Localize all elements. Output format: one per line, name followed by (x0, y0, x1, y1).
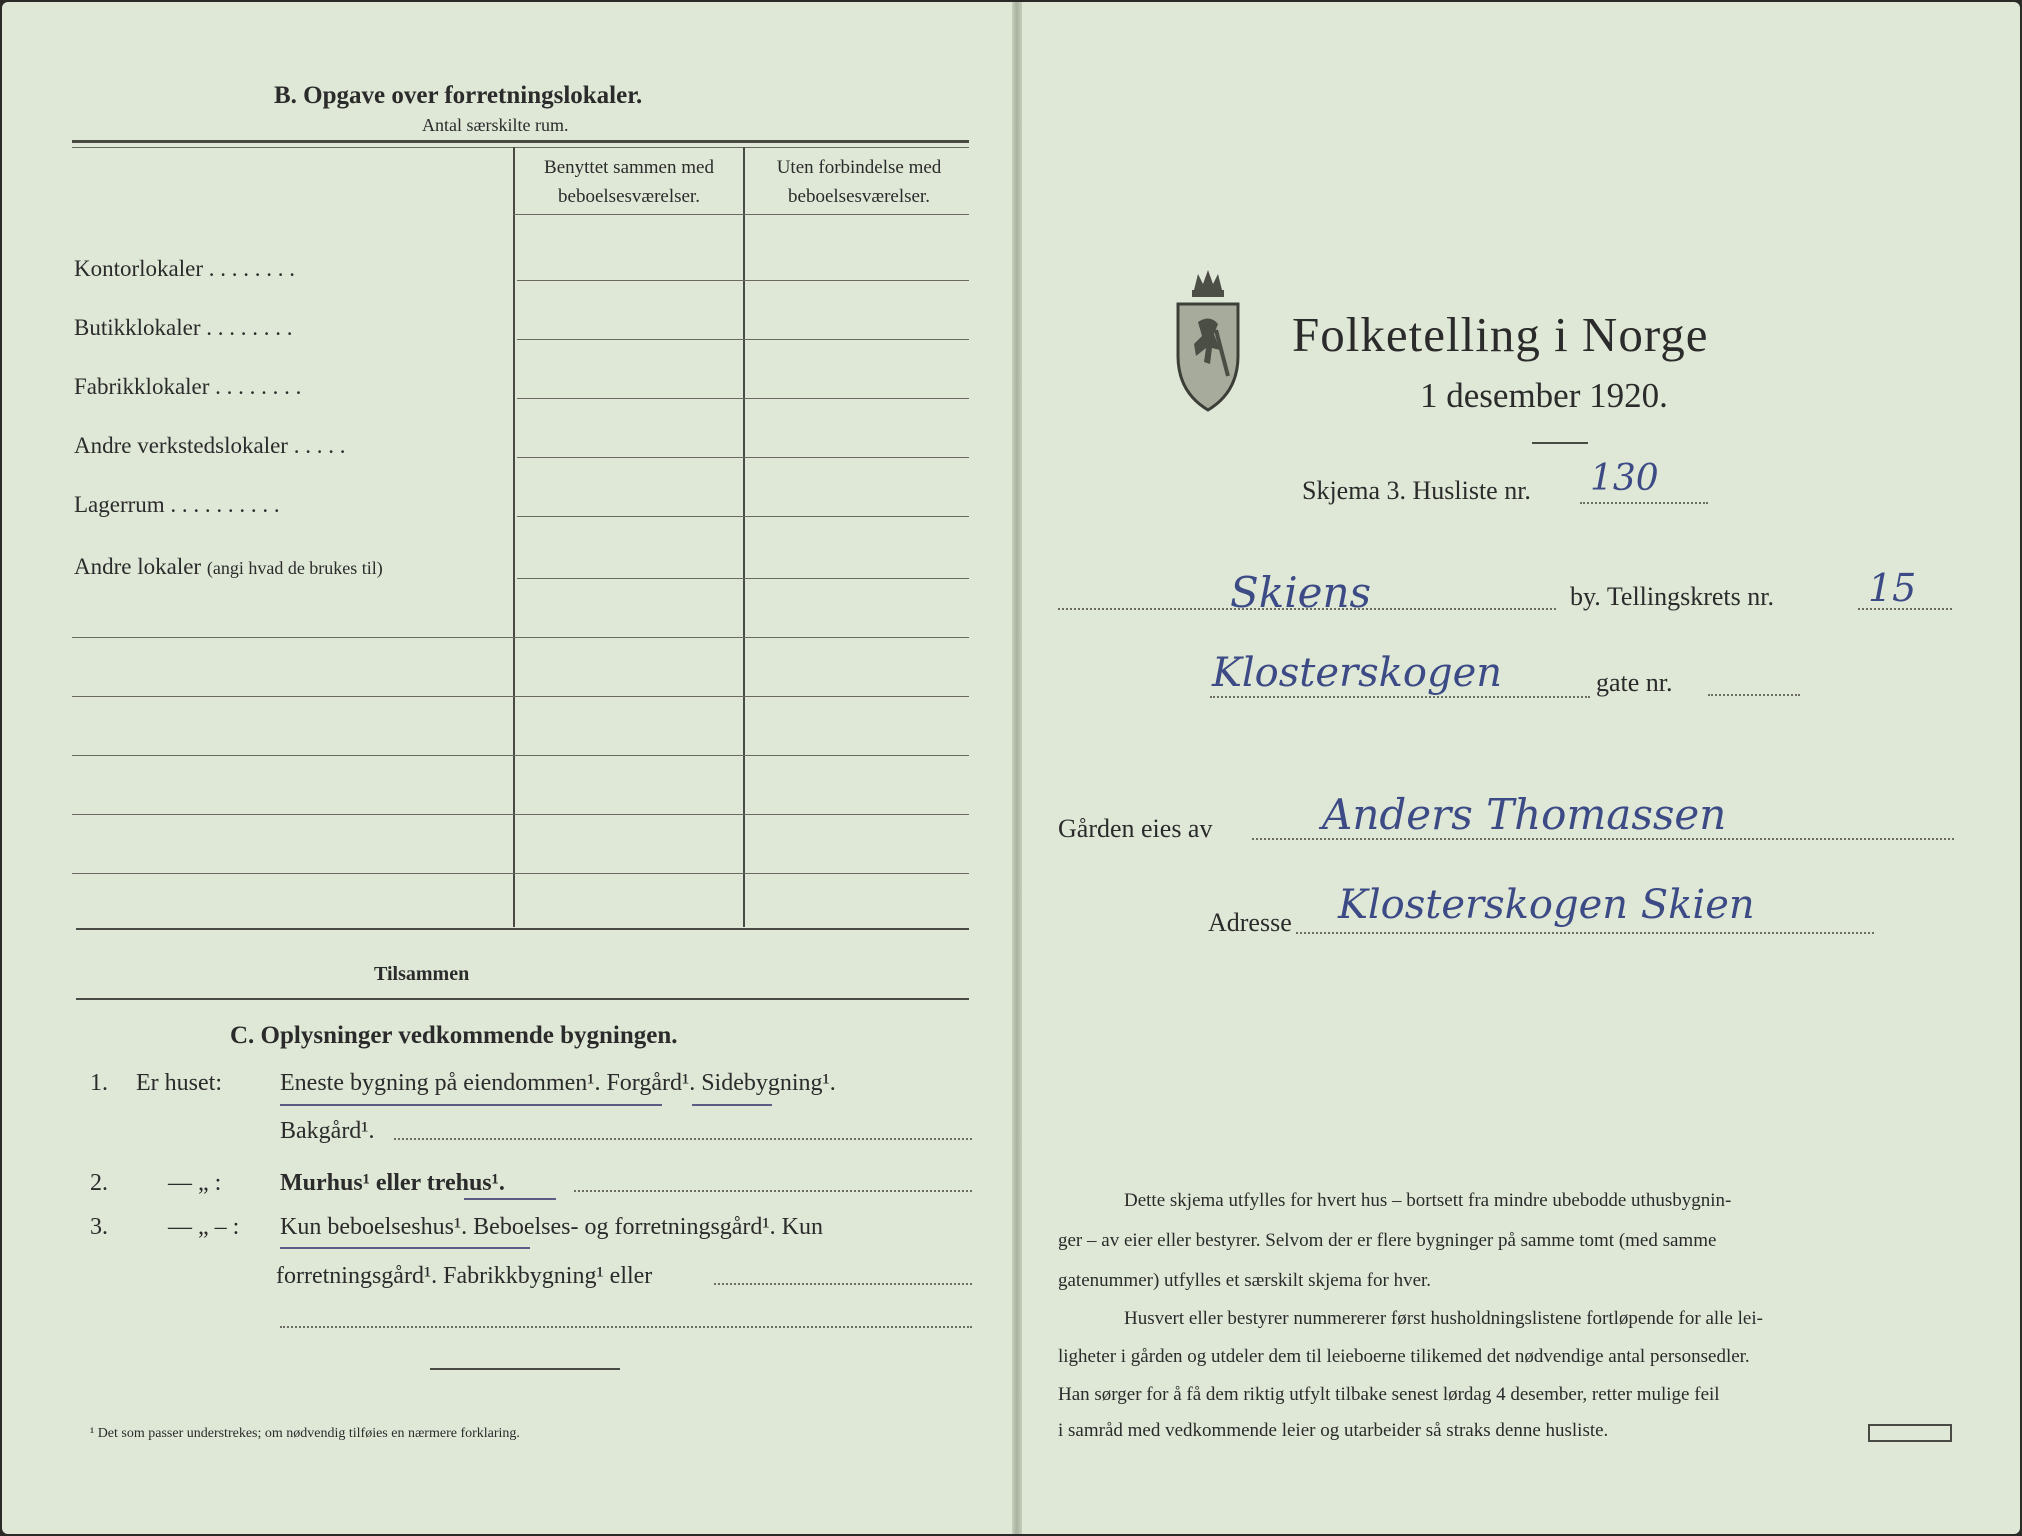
col1-header-line2: beboelsesværelser. (558, 186, 700, 207)
tellingskrets-number-handwritten: 15 (1868, 566, 1917, 610)
col2-header-line1: Uten forbindelse med (776, 157, 942, 178)
item-3-extra-line (280, 1326, 972, 1328)
census-form-sheet (2, 2, 2020, 1534)
tellingskrets-line (1858, 608, 1952, 610)
item-2-text: Murhus¹ eller trehus¹. (280, 1170, 505, 1196)
item-2-lead: — „ : (168, 1170, 222, 1196)
owner-label: Gården eies av (1058, 814, 1213, 843)
row-label-butikklokaler: Butikklokaler . . . . . . . . (74, 315, 293, 340)
street-line (1210, 696, 1590, 698)
gate-nr-line (1708, 694, 1800, 696)
table-top-rule (72, 140, 969, 143)
table-col-divider-1 (513, 147, 515, 927)
andre-lokaler-label: Andre lokaler (74, 554, 202, 579)
section-c-title: C. Oplysninger vedkommende bygningen. (230, 1022, 678, 1049)
col2-header-line2: beboelsesværelser. (788, 186, 930, 207)
address-line (1296, 932, 1874, 934)
andre-lokaler-note: (angi hvad de brukes til) (206, 558, 383, 578)
row-rule (72, 637, 969, 638)
instructions-2-line-2: ligheter i gården og utdeler dem til leieboerne tilikemed det nødvendige antal personsedler. (1058, 1346, 1750, 1367)
form-date: 1 desember 1920. (1420, 376, 1668, 415)
item-1-underline (280, 1104, 662, 1106)
row-rule (72, 755, 969, 756)
item-1-underline-2 (692, 1104, 772, 1106)
city-line (1058, 608, 1556, 610)
owner-handwritten: Anders Thomassen (1322, 790, 1727, 839)
skjema-label: Skjema 3. Husliste nr. (1302, 476, 1531, 505)
row-label-kontorlokaler: Kontorlokaler . . . . . . . . (74, 256, 296, 281)
row-rule (517, 398, 969, 399)
instructions-1-line-2: ger – av eier eller bestyrer. Selvom der er flere bygninger på samme tomt (med samme (1058, 1230, 1717, 1251)
instructions-2-line-4: i samråd med vedkommende leier og utarbeider så straks denne husliste. (1058, 1420, 1609, 1441)
row-label-andre-lokaler (74, 554, 383, 580)
item-1-text: Eneste bygning på eiendommen¹. Forgård¹. Sidebygning¹. (280, 1070, 836, 1096)
item-1-fill-line (394, 1138, 972, 1140)
table-header-rule (513, 214, 969, 215)
table-col-divider-2 (743, 147, 745, 927)
row-label-lagerrum: Lagerrum . . . . . . . . . . (74, 492, 280, 517)
footnote-separator (430, 1368, 620, 1370)
item-3-number: 3. (90, 1214, 108, 1240)
row-rule (72, 696, 969, 697)
address-label: Adresse (1208, 908, 1292, 937)
item-2-fill-line (574, 1190, 972, 1192)
section-b-subtitle: Antal særskilte rum. (422, 115, 569, 135)
col1-header-line1: Benyttet sammen med (544, 157, 714, 178)
item-3-text-2: forretningsgård¹. Fabrikkbygning¹ eller (276, 1263, 653, 1289)
city-handwritten: Skiens (1230, 568, 1372, 617)
row-rule (517, 280, 969, 281)
instructions-2-line-1: Husvert eller bestyrer nummererer først husholdningslistene fortløpende for alle lei- (1124, 1308, 1763, 1329)
row-label-fabrikklokaler: Fabrikklokaler . . . . . . . . (74, 374, 302, 399)
item-2-number: 2. (90, 1170, 108, 1196)
husliste-number-line (1580, 502, 1708, 504)
gate-nr-label: gate nr. (1596, 668, 1673, 697)
title-short-rule (1532, 442, 1588, 444)
item-1-text-2: Bakgård¹. (280, 1118, 375, 1144)
item-3-text: Kun beboelseshus¹. Beboelses- og forretningsgård¹. Kun (280, 1214, 823, 1240)
row-rule (517, 457, 969, 458)
by-tellingskrets-label: by. Tellingskrets nr. (1570, 582, 1775, 611)
footnote: ¹ Det som passer understrekes; om nødvendig tilføies en nærmere forklaring. (90, 1426, 520, 1441)
printer-mark-stamp (1868, 1424, 1952, 1442)
instructions-2-line-3: Han sørger for å få dem riktig utfylt tilbake senest lørdag 4 desember, retter mulige feil (1058, 1384, 1720, 1405)
page-fold (1012, 2, 1022, 1534)
item-3-lead: — „ – : (168, 1214, 240, 1240)
husliste-number-handwritten: 130 (1590, 458, 1659, 499)
item-1-number: 1. (90, 1070, 108, 1096)
total-rule-bottom (76, 998, 969, 1000)
owner-line (1252, 838, 1954, 840)
address-handwritten: Klosterskogen Skien (1338, 882, 1755, 928)
total-rule-top (76, 928, 969, 930)
row-label-andre-verkstedslokaler: Andre verkstedslokaler . . . . . (74, 433, 346, 458)
row-rule (517, 339, 969, 340)
norway-coat-of-arms-icon (1170, 264, 1246, 414)
item-2-underline (464, 1198, 556, 1200)
street-handwritten: Klosterskogen (1212, 650, 1503, 696)
row-rule (72, 814, 969, 815)
instructions-1-line-3: gatenummer) utfylles et særskilt skjema for hver. (1058, 1270, 1432, 1291)
row-rule (517, 516, 969, 517)
row-rule (72, 873, 969, 874)
item-3-underline (280, 1247, 530, 1249)
row-rule (517, 578, 969, 579)
instructions-1-line-1: Dette skjema utfylles for hvert hus – bortsett fra mindre ubebodde uthusbygnin- (1124, 1190, 1732, 1211)
tilsammen-label: Tilsammen (374, 963, 470, 985)
item-3-fill-line (714, 1283, 972, 1285)
form-title: Folketelling i Norge (1292, 307, 1709, 362)
table-top-rule-thin (72, 147, 969, 148)
item-1-lead: Er huset: (136, 1070, 222, 1096)
section-b-title: B. Opgave over forretningslokaler. (274, 82, 643, 109)
